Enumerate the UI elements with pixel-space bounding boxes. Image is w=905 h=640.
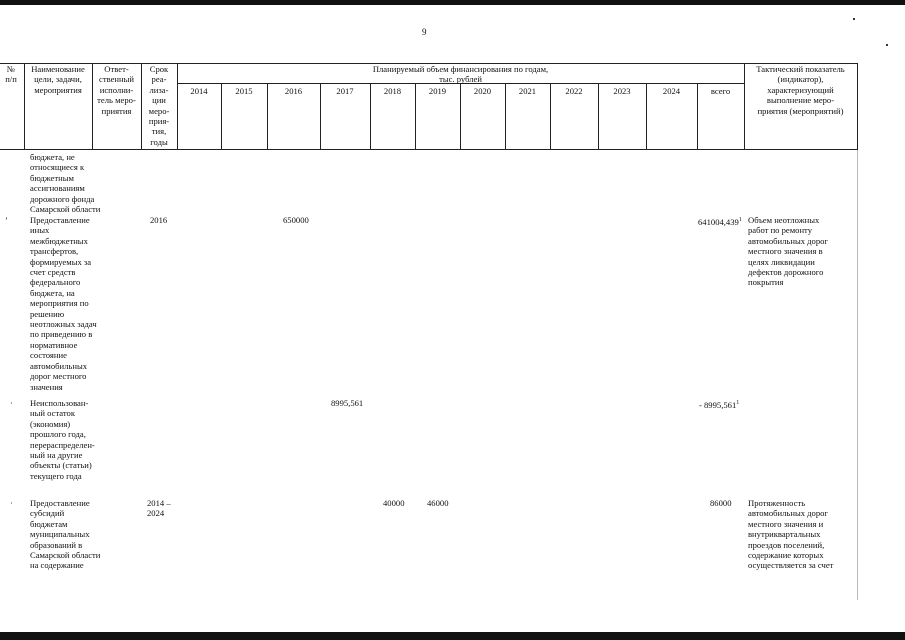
row-indicator: Объем неотложных работ по ремонту автомобильных дорог местного значения в целях ликвидации дефектов дорожного покрытия (748, 215, 828, 288)
bottom-scan-border (0, 632, 905, 640)
row-name: Предоставление иных межбюджетных трансфертов, формируемых за счет средств федерального бюджета, на мероприятия по решению неотложных задач по приведению в нормативное состояние автомобильных дорог местного значения (30, 215, 97, 392)
row-number-mark: · (10, 498, 13, 508)
header-indicator: Тактический показатель (индикатор), характеризующий выполнение меро- приятия (мероприятий) (756, 64, 845, 116)
header-year: 2022 (565, 86, 583, 96)
header-year: 2021 (518, 86, 537, 96)
row-term: 2014 – 2024 (147, 498, 171, 519)
row-indicator: Протяженность автомобильных дорог местного значения и внутриквартальных проездов поселений, содержание которых осуществляется за счет (748, 498, 834, 571)
header-num: № п/п (5, 64, 17, 85)
row-number-mark: ’ (5, 215, 8, 225)
row-name: Неиспользован- ный остаток (экономия) прошлого года, перераспределен- ный на другие объекты (статьи) текущего года (30, 398, 95, 481)
header-year: 2015 (235, 86, 253, 96)
row-name: бюджета, не относящиеся к бюджетным ассигнованиям дорожного фонда Самарской области (30, 152, 101, 215)
header-year: 2017 (336, 86, 354, 96)
header-year: 2019 (428, 86, 447, 96)
row-total: 86000 (710, 498, 732, 508)
header-year: 2014 (190, 86, 208, 96)
row-term: 2016 (150, 215, 168, 225)
header-year: 2024 (662, 86, 681, 96)
top-scan-border (0, 0, 905, 5)
row-number-mark: · (10, 398, 13, 408)
header-responsible: Ответ- ственный исполни- тель меро- приятия (97, 64, 136, 116)
scan-speck (853, 18, 855, 20)
scan-speck (886, 44, 888, 46)
header-year: 2016 (284, 86, 303, 96)
header-term: Срок реа- лиза- ции меро- прия- тия, годы (148, 64, 170, 147)
header-year: 2020 (473, 86, 492, 96)
row-value-2016: 650000 (283, 215, 309, 225)
header-year: 2023 (613, 86, 631, 96)
header-financing: Планируемый объем финансирования по годам, тыс. рублей (372, 64, 549, 85)
header-year: 2018 (383, 86, 402, 96)
row-value-2018: 40000 (383, 498, 405, 508)
row-total: - 8995,561$^1$ (699, 399, 740, 410)
header-name: Наименование цели, задачи, мероприятия (31, 64, 85, 95)
header-year-total: всего (710, 86, 731, 96)
row-name: Предоставление субсидий бюджетам муниципальных образований в Самарской области на содержание (30, 498, 101, 571)
row-total: 641004,439$^1$ (698, 216, 742, 227)
page-number: 9 (422, 27, 427, 37)
row-value-2017: 8995,561 (331, 398, 364, 408)
row-value-2019: 46000 (427, 498, 449, 508)
